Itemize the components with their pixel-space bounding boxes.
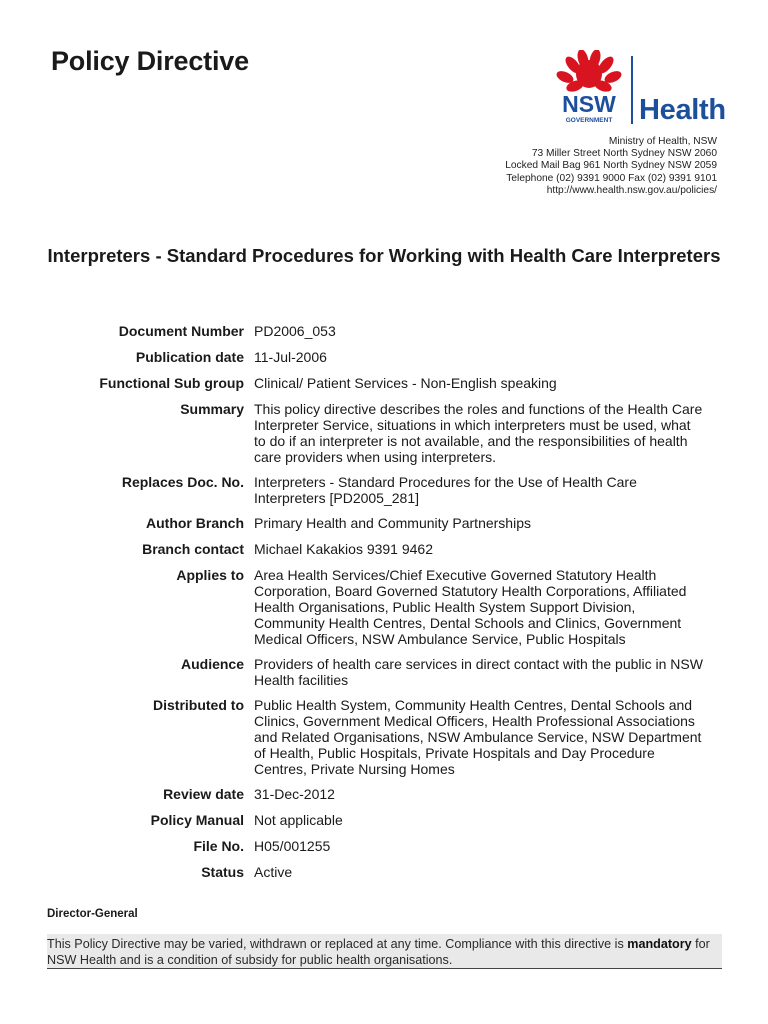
notice-text-before: This Policy Directive may be varied, withdrawn or replaced at any time. Compliance with this directive is: [47, 937, 628, 951]
metadata-value: Active: [254, 864, 293, 880]
metadata-row-audience: [30, 656, 730, 697]
metadata-label: File No.: [193, 838, 244, 854]
metadata-label: Functional Sub group: [99, 375, 244, 391]
metadata-row-functional-sub-group: [30, 375, 730, 401]
metadata-value: Providers of health care services in direct contact with the public in NSW Health facilities: [254, 656, 703, 688]
metadata-row-author-branch: [30, 515, 730, 541]
nsw-health-logo: [551, 50, 731, 130]
ministry-street-address: 73 Miller Street North Sydney NSW 2060: [531, 148, 717, 160]
metadata-value: Interpreters - Standard Procedures for the Use of Health Care Interpreters [PD2005_281]: [254, 474, 637, 506]
metadata-value: Area Health Services/Chief Executive Governed Statutory Health Corporation, Board Governed Statutory Health Corporations, Affiliated Health Organisations, Public Health System Support Division, Community Health Centres, Dental Schools and Clinics, Government Medical Officers, NSW Ambulance Service, Public Hospitals: [254, 567, 687, 647]
metadata-row-replaces-doc: [30, 474, 730, 515]
metadata-value: 31-Dec-2012: [254, 786, 335, 802]
metadata-value: Primary Health and Community Partnerships: [254, 515, 531, 531]
ministry-name: Ministry of Health, NSW: [608, 136, 717, 147]
metadata-value: Clinical/ Patient Services - Non-English speaking: [254, 375, 557, 391]
compliance-notice: [47, 934, 722, 969]
metadata-label: Replaces Doc. No.: [121, 474, 244, 490]
metadata-label: Policy Manual: [150, 812, 244, 828]
metadata-row-publication-date: [30, 349, 730, 375]
ministry-mail-bag: Locked Mail Bag 961 North Sydney NSW 2059: [505, 160, 717, 172]
metadata-row-applies-to: [30, 567, 730, 656]
metadata-label: Publication date: [135, 349, 244, 365]
metadata-row-policy-manual: [30, 812, 730, 838]
metadata-row-distributed-to: [30, 697, 730, 786]
metadata-value: This policy directive describes the roles and functions of the Health Care Interpreter Service, situations in which interpreters must be used, what to do if an interpreter is not available, and the responsibilities of health care providers when using interpreters.: [254, 401, 703, 465]
metadata-row-review-date: [30, 786, 730, 812]
metadata-row-branch-contact: [30, 541, 730, 567]
metadata-label: Summary: [180, 401, 244, 417]
signatory-label: Director-General: [47, 908, 138, 920]
document-metadata-table: [30, 323, 730, 890]
metadata-label: Status: [201, 864, 244, 880]
notice-mandatory-emphasis: mandatory: [627, 937, 692, 951]
metadata-label: Applies to: [176, 567, 244, 583]
metadata-label: Branch contact: [142, 541, 244, 557]
metadata-value: H05/001255: [254, 838, 331, 854]
ministry-telephone: Telephone (02) 9391 9000 Fax (02) 9391 9101: [506, 172, 717, 184]
logo-nsw-text: NSW: [562, 91, 616, 117]
metadata-row-document-number: [30, 323, 730, 349]
metadata-label: Document Number: [118, 323, 244, 339]
metadata-row-status: [30, 864, 730, 890]
waratah-logo-icon: [551, 50, 631, 130]
metadata-label: Author Branch: [146, 515, 244, 531]
document-type-heading: Policy Directive: [51, 46, 249, 76]
logo-health-text: Health: [639, 94, 726, 126]
logo-divider: [631, 56, 633, 124]
ministry-address-block: [505, 136, 717, 197]
document-title: Interpreters - Standard Procedures for Working with Health Care Interpreters: [47, 245, 721, 266]
metadata-row-file-no: [30, 838, 730, 864]
metadata-label: Audience: [180, 656, 244, 672]
metadata-value: Michael Kakakios 9391 9462: [254, 541, 434, 557]
metadata-label: Distributed to: [153, 697, 244, 713]
metadata-value: 11-Jul-2006: [254, 349, 327, 365]
metadata-label: Review date: [163, 786, 244, 802]
metadata-value: Public Health System, Community Health Centres, Dental Schools and Clinics, Government Medical Officers, Health Professional Associations and Related Organisations, NSW Ambulance Service, NSW Department of Health, Public Hospitals, Private Hospitals and Day Procedure Centres, Private Nursing Homes: [254, 697, 702, 777]
metadata-value: PD2006_053: [254, 323, 336, 339]
ministry-policies-url[interactable]: http://www.health.nsw.gov.au/policies/: [546, 184, 717, 196]
metadata-row-summary: [30, 401, 730, 474]
notice-text-after: for NSW Health and is a condition of subsidy for public health organisations.: [47, 937, 710, 967]
logo-government-text: GOVERNMENT: [565, 117, 613, 124]
metadata-value: Not applicable: [254, 812, 343, 828]
